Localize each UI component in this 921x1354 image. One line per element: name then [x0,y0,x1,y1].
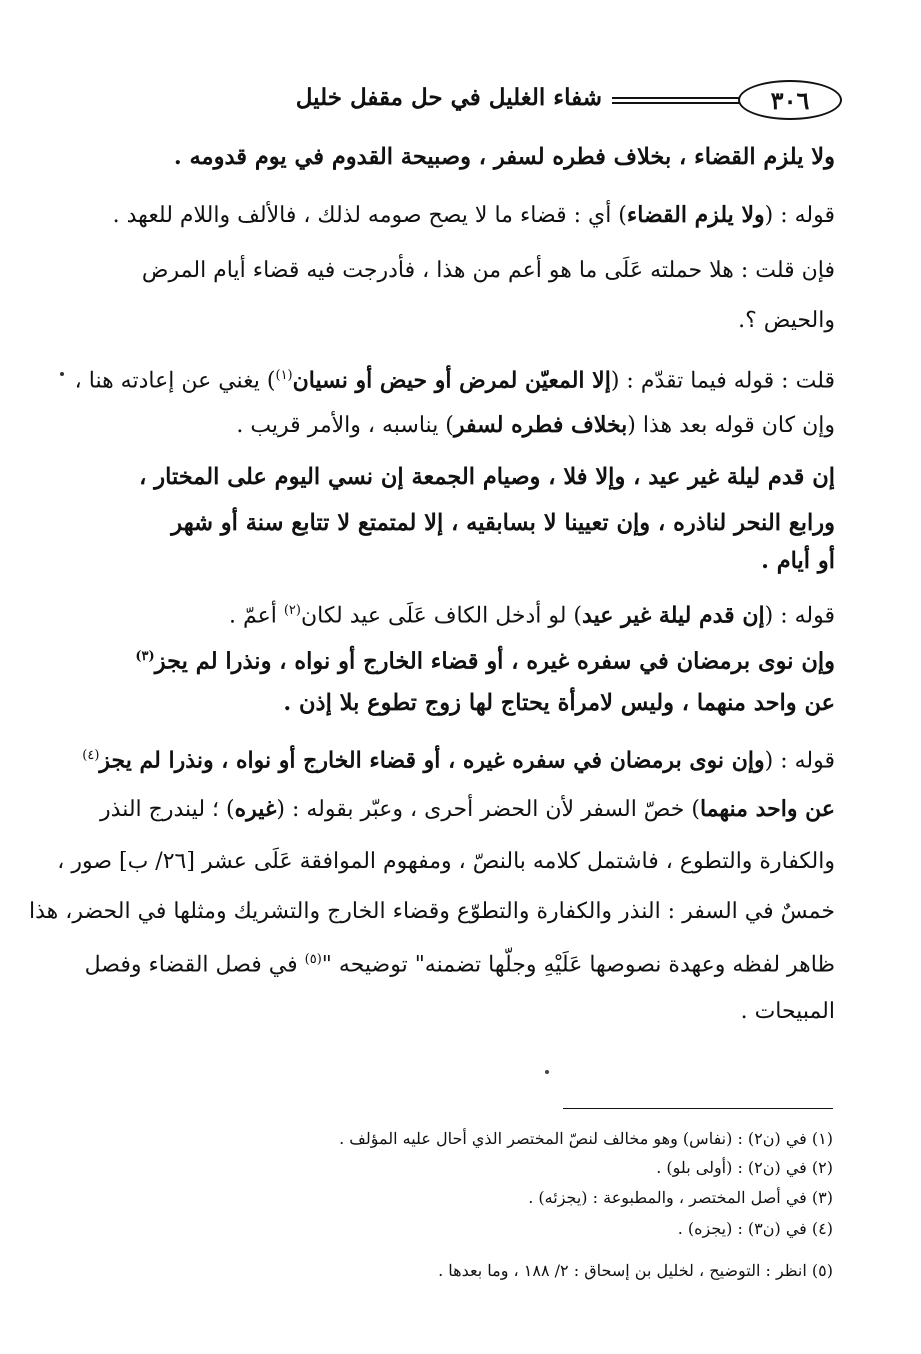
commentary-text: قوله : ( [764,748,835,774]
commentary-line [83,410,835,441]
matn-line-4: أو أيام . [761,548,835,574]
footnote-ref[interactable]: (٤) [82,748,100,763]
footnote-2: (٢) في (ن٢) : (أولى بلو) . [656,1158,833,1177]
commentary-text: أعمّ . [228,603,284,629]
quoted-matn: بخلاف فطره لسفر [453,412,628,438]
running-header [90,80,842,124]
margin-dot [60,372,64,376]
quoted-matn: غيره [234,796,277,822]
commentary-text: ) أي : قضاء ما لا يصح صومه لذلك ، فالألف واللام للعهد . [112,203,627,228]
commentary-line [83,741,835,776]
commentary-text: ) ؛ ليندرج النذر [100,797,235,822]
commentary-text: ظاهر لفظه وعهدة نصوصها عَلَيْهِ وجلّها تضمنه" توضيحه " [321,952,835,978]
commentary-line: فإن قلت : هلا حملته عَلَى ما هو أعم من هذا ، فأدرجت فيه قضاء أيام المرض [141,258,835,283]
commentary-line [74,361,835,396]
commentary-text: ) لو أدخل الكاف عَلَى عيد لكان [300,603,583,629]
matn-line-5 [83,642,835,677]
commentary-text: قلت : قوله فيما تقدّم : ( [610,368,835,394]
commentary-text: ) خصّ السفر لأن الحضر أحرى ، وعبّر بقوله : ( [276,797,700,822]
matn-line-6: عن واحد منهما ، وليس لامرأة يحتاج لها زوج تطوع بلا إذن . [283,690,835,716]
commentary-text: قوله : ( [764,203,835,228]
matn-line-3: ورابع النحر لناذره ، وإن تعيينا لا بسابقيه ، إلا لمتمتع لا تتابع سنة أو شهر [171,510,835,536]
matn-text: وإن نوى برمضان في سفره غيره ، أو قضاء الخارج أو نواه ، ونذرا لم يجز [154,648,835,675]
footnote-ref[interactable]: (٢) [283,603,301,618]
quoted-matn: إن قدم ليلة غير عيد [582,602,765,629]
margin-dot [545,1070,549,1074]
matn-line-1: ولا يلزم القضاء ، بخلاف فطره لسفر ، وصبيحة القدوم في يوم قدومه . [173,144,835,170]
footnote-ref[interactable]: (١) [275,368,293,383]
footnote-ref[interactable]: (٥) [304,952,322,967]
book-title: شفاء الغليل في حل مقفل خليل [295,84,602,111]
matn-line-2: إن قدم ليلة غير عيد ، وإلا فلا ، وصيام الجمعة إن نسي اليوم على المختار ، [139,464,835,490]
commentary-text: ) يغني عن إعادته هنا ، [74,368,276,394]
footnote-1: (١) في (ن٢) : (نفاس) وهو مخالف لنصّ المختصر الذي أحال عليه المؤلف . [339,1129,833,1148]
quoted-matn: ولا يلزم القضاء [626,202,765,228]
footnote-separator [563,1108,833,1109]
commentary-text: في فصل القضاء وفصل [84,952,305,978]
commentary-line [83,945,835,980]
quoted-matn: وإن نوى برمضان في سفره غيره ، أو قضاء الخارج أو نواه ، ونذرا لم يجز [99,747,765,774]
commentary-line [83,200,835,231]
page-number: ٣٠٦ [738,80,842,120]
footnote-3: (٣) في أصل المختصر ، والمطبوعة : (يجزئه) . [528,1188,833,1207]
commentary-line: المبيحات . [740,999,835,1024]
quoted-matn: إلا المعيّن لمرض أو حيض أو نسيان [292,367,611,394]
header-double-rule [612,97,740,104]
commentary-line: والحيض ؟. [738,308,835,333]
commentary-text: وإن كان قوله بعد هذا ( [627,413,835,438]
footnote-ref[interactable]: (٣) [135,649,155,664]
commentary-line [83,794,835,825]
footnote-5: (٥) انظر : التوضيح ، لخليل بن إسحاق : ٢/ ١٨٨ ، وما بعدها . [438,1261,833,1280]
quoted-matn: عن واحد منهما [699,796,835,822]
commentary-line: والكفارة والتطوع ، فاشتمل كلامه بالنصّ ، ومفهوم الموافقة عَلَى عشر [٢٦/ ب] صور ، [57,849,835,874]
footnote-4: (٤) في (ن٣) : (يجزه) . [677,1219,833,1238]
commentary-text: قوله : ( [764,603,835,629]
commentary-text: ) يناسبه ، والأمر قريب . [236,413,454,438]
commentary-line: خمسٌ في السفر : النذر والكفارة والتطوّع وقضاء الخارج والتشريك ومثلها في الحضر، هذا [28,899,835,924]
commentary-line [83,596,835,631]
